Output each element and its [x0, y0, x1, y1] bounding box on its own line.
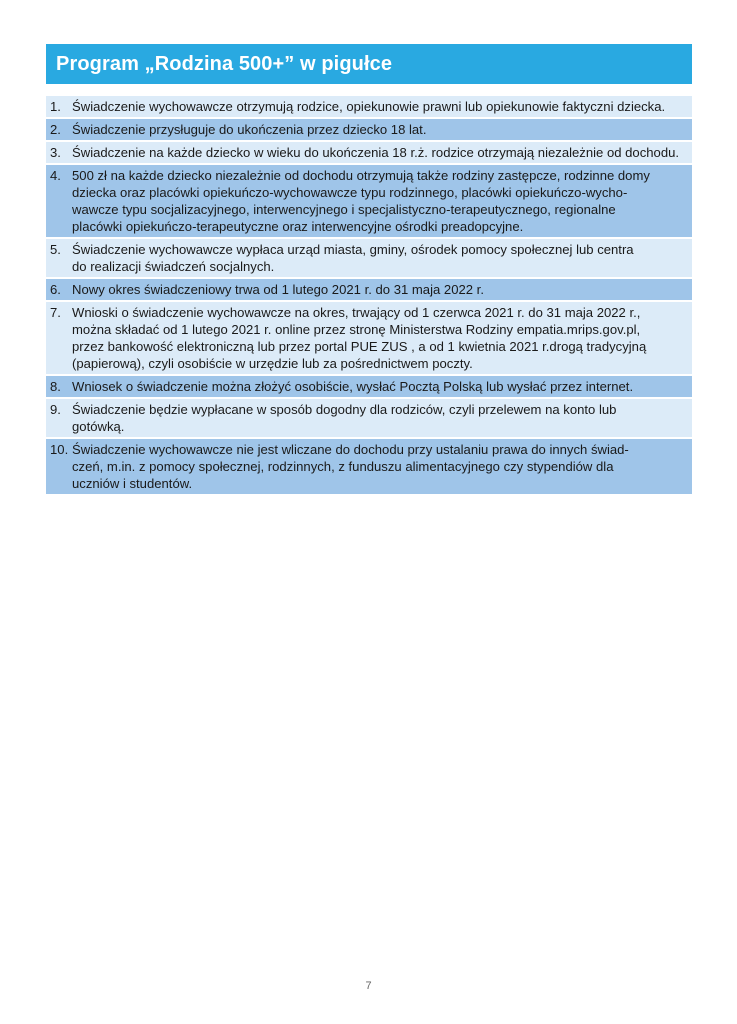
item-text: Wnioski o świadczenie wychowawcze na okres, trwający od 1 czerwca 2021 r. do 31 maja 2022 r., można składać od 1 lutego 2021 r. online przez stronę Ministerstwa Rodziny empatia.mrips.gov.pl, przez bankowość elektroniczną lub przez portal PUE ZUS , a od 1 kwietnia 2021 r.drogą tradycyjną (papierową), czyli osobiście w urzędzie lub za pośrednictwem poczty.: [72, 305, 647, 371]
item-text: Świadczenie na każde dziecko w wieku do ukończenia 18 r.ż. rodzice otrzymają niezależnie od dochodu.: [72, 145, 680, 160]
list-item: [46, 302, 692, 374]
list-item: [46, 239, 692, 277]
page-number: 7: [365, 980, 372, 992]
list-item: [46, 96, 692, 117]
item-number: 4.: [50, 168, 61, 183]
list-item: [46, 439, 692, 494]
item-text: Świadczenie wychowawcze nie jest wliczane do dochodu przy ustalaniu prawa do innych świad- czeń, m.in. z pomocy społecznej, rodzinnych, z funduszu alimentacyjnego czy stypendiów dla uczniów i studentów.: [72, 442, 629, 491]
item-number: 9.: [50, 402, 61, 417]
page-title: Program „Rodzina 500+” w pigułce: [56, 52, 393, 75]
item-number: 5.: [50, 242, 61, 257]
list-item: [46, 399, 692, 437]
item-text: Wniosek o świadczenie można złożyć osobiście, wysłać Pocztą Polską lub wysłać przez internet.: [72, 379, 634, 394]
item-number: 6.: [50, 282, 61, 297]
item-text: Świadczenie wychowawcze wypłaca urząd miasta, gminy, ośrodek pomocy społecznej lub centra do realizacji świadczeń socjalnych.: [72, 242, 634, 274]
program-points-list: [46, 96, 692, 496]
page-header-bar: [46, 44, 692, 84]
list-item: [46, 165, 692, 237]
item-number: 10.: [50, 442, 69, 457]
item-text: Świadczenie wychowawcze otrzymują rodzice, opiekunowie prawni lub opiekunowie faktyczni dziecka.: [72, 99, 666, 114]
item-number: 7.: [50, 305, 61, 320]
item-text: 500 zł na każde dziecko niezależnie od dochodu otrzymują także rodziny zastępcze, rodzinne domy dziecka oraz placówki opiekuńczo-wychowawcze typu rodzinnego, placówki opiekuńczo-wycho- wawcze typu socjalizacyjnego, interwencyjnego i specjalistyczno-terapeutycznego, regionalne placówki opiekuńczo-terapeutyczne oraz interwencyjne ośrodki preadopcyjne.: [72, 168, 650, 234]
list-item: [46, 142, 692, 163]
list-item: [46, 119, 692, 140]
item-number: 1.: [50, 99, 61, 114]
item-text: Nowy okres świadczeniowy trwa od 1 lutego 2021 r. do 31 maja 2022 r.: [72, 282, 484, 297]
list-item: [46, 376, 692, 397]
item-number: 3.: [50, 145, 61, 160]
item-text: Świadczenie będzie wypłacane w sposób dogodny dla rodziców, czyli przelewem na konto lub gotówką.: [72, 402, 617, 434]
item-number: 2.: [50, 122, 61, 137]
list-item: [46, 279, 692, 300]
item-number: 8.: [50, 379, 61, 394]
item-text: Świadczenie przysługuje do ukończenia przez dziecko 18 lat.: [72, 122, 427, 137]
